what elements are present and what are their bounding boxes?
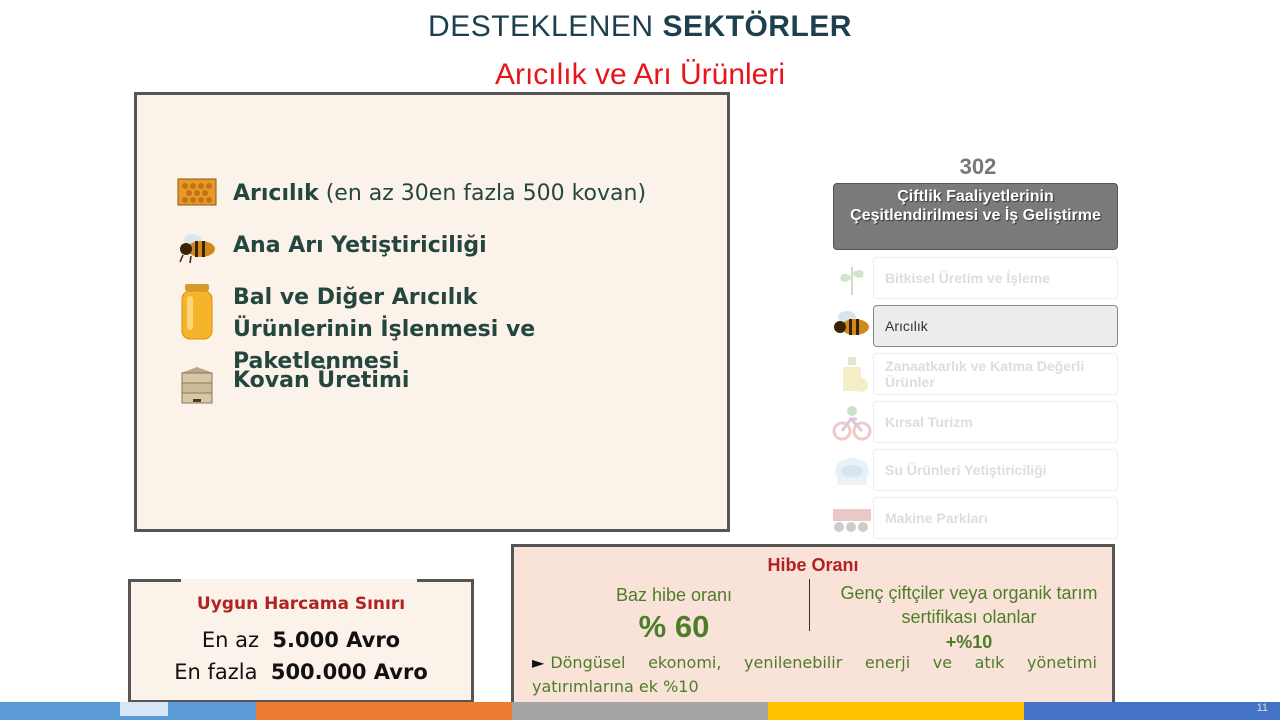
honeycomb-icon [177, 178, 219, 216]
box-border-gap [181, 579, 417, 582]
footer-stripe [0, 702, 1280, 720]
item-bold: Ana Arı Yetiştiriciliği [233, 233, 487, 258]
stripe-segment-5 [1024, 702, 1280, 720]
sector-item-zanaat[interactable]: Zanaatkarlık ve Katma Değerli Ürünler [873, 353, 1118, 395]
max-label: En fazla [174, 660, 258, 684]
bee-icon [831, 305, 873, 347]
list-item-aricilik [177, 178, 646, 216]
bee-icon [177, 230, 219, 274]
grant-rate-box [511, 544, 1115, 707]
note-text: Döngüsel ekonomi, yenilenebilir enerji ve atık yönetimi yatırımlarına ek %10 [532, 653, 1097, 696]
grant-title: Hibe Oranı [767, 555, 859, 575]
stripe-segment-2 [256, 702, 512, 720]
measure-code: 302 [959, 154, 997, 179]
sector-item-bitkisel[interactable]: Bitkisel Üretim ve İşleme [873, 257, 1118, 299]
additional-note [532, 651, 1097, 699]
honey-jar-icon [177, 282, 219, 352]
stripe-segment-4 [768, 702, 1024, 720]
sector-item-turizm[interactable]: Kırsal Turizm [873, 401, 1118, 443]
page-title [0, 10, 1280, 44]
machine-icon [831, 497, 873, 539]
min-label: En az [201, 628, 260, 652]
page-title-bold: SEKTÖRLER [662, 10, 852, 43]
item-bold: Kovan Üretimi [233, 368, 410, 393]
min-value: 5.000 Avro [272, 628, 401, 652]
item-bold: Bal ve Diğer Arıcılık Ürünlerinin İşlenmesi ve Paketlenmesi [233, 285, 536, 374]
sector-item-makine[interactable]: Makine Parkları [873, 497, 1118, 539]
stripe-segment-1 [0, 702, 256, 720]
page-number: 11 [1256, 702, 1268, 714]
expenditure-min [131, 628, 471, 652]
stripe-segment-3 [512, 702, 768, 720]
bicycle-icon [831, 401, 873, 443]
list-item-bal [177, 282, 617, 378]
sector-item-su-urunleri[interactable]: Su Ürünleri Yetiştiriciliği [873, 449, 1118, 491]
divider [809, 579, 810, 631]
list-item-kovan [177, 365, 409, 415]
oil-bottle-icon [831, 353, 873, 395]
young-farmer-label: Genç çiftçiler veya organik tarım sertifikası olanlar [840, 583, 1098, 627]
max-value: 500.000 Avro [270, 660, 428, 684]
triangle-bullet-icon: ► [532, 653, 545, 672]
expenditure-limit-box [128, 579, 474, 703]
plant-icon [831, 257, 873, 299]
item-bold: Arıcılık [233, 181, 319, 206]
expenditure-max [131, 660, 471, 684]
item-normal: (en az 30en fazla 500 kovan) [318, 181, 647, 206]
activities-box [134, 92, 730, 532]
list-item-ana-ari [177, 230, 487, 274]
base-rate-value: % 60 [638, 609, 710, 644]
expenditure-title: Uygun Harcama Sınırı [196, 594, 406, 614]
fish-icon [831, 449, 873, 491]
base-rate-label: Baz hibe oranı [615, 585, 733, 605]
page-title-light: DESTEKLENEN [428, 10, 654, 43]
page-subtitle: Arıcılık ve Arı Ürünleri [494, 58, 786, 91]
sector-item-aricilik[interactable]: Arıcılık [873, 305, 1118, 347]
measure-header: Çiftlik Faaliyetlerinin Çeşitlendirilmesi ve İş Geliştirme [833, 183, 1118, 250]
beehive-icon [177, 365, 219, 415]
young-farmer-value: +%10 [945, 632, 993, 652]
